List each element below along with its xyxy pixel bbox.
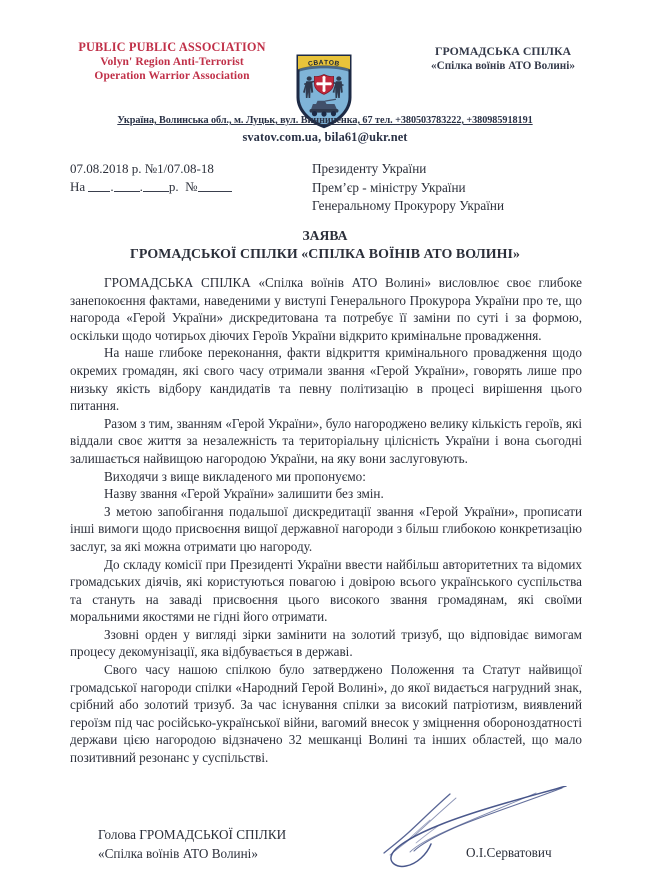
- contact-address-line: Україна, Волинська обл., м. Луцьк, вул. Винниченка, 67 тел. +380503783222, +380985918191: [117, 115, 533, 126]
- body-paragraph: Ззовні орден у вигляді зірки замінити на золотий тризуб, що відповідає вимогам процесу декомунізації, яка відбувається в державі.: [70, 626, 582, 660]
- addressee-line-1: Президенту України: [312, 161, 427, 176]
- reply-day-blank: [88, 179, 110, 192]
- emblem-arc-text: СВАТОВ: [307, 59, 341, 68]
- body-paragraph: З метою запобігання подальшої дискредитації звання «Герой України», прописати інші вимоги щодо присвоєння вищої державної нагороди з більш глибокою конкретизацію заслуг, за які можна отримати цю нагороду.: [70, 503, 582, 554]
- body-paragraph: На наше глибоке переконання, факти відкриття кримінального провадження щодо окремих громадян, які свого часу отримали звання «Герой України», говорять лише про низьку якість відбору кандидатів та певну політизацію в процесі вирішення цього питання.: [70, 345, 582, 414]
- org-en-line-1: PUBLIC PUBLIC ASSOCIATION: [78, 40, 266, 54]
- org-name-english: [52, 40, 292, 84]
- document-title-line-1: ЗАЯВА: [302, 228, 348, 243]
- signatory-role: [98, 826, 286, 863]
- body-paragraph: Назву звання «Герой України» залишити без змін.: [104, 486, 384, 502]
- signatory-role-line-1: Голова ГРОМАДСЬКОЇ СПІЛКИ: [98, 827, 287, 842]
- org-ua-line-1: ГРОМАДСЬКА СПІЛКА: [434, 44, 572, 58]
- signature-block: [0, 826, 650, 882]
- document-body: [70, 274, 582, 767]
- addressee-line-2: Прем’єр - міністру України: [312, 179, 466, 195]
- reply-year-suffix: р.: [168, 179, 179, 194]
- reply-prefix-label: На: [70, 179, 86, 194]
- reply-month-blank: [114, 179, 140, 192]
- body-paragraph: До складу комісії при Президенті України ввести найбільш авторитетних та відомих громадських діячів, які користуються повагою і довірою всього українського суспільства та стануть на заваді присвоєння цього високого звання громадянам, які своїми моральними якостями не гідні його отримати.: [70, 556, 582, 625]
- addressee-block: [312, 160, 504, 216]
- org-ua-line-2: «Спілка воїнів АТО Волині»: [431, 60, 575, 72]
- incoming-reference-line: На . . р. №: [70, 178, 232, 196]
- signatory-name: О.І.Серватович: [466, 845, 552, 860]
- reply-year-blank: [143, 179, 169, 192]
- outgoing-reference-block: [70, 160, 232, 196]
- org-en-line-2: Volyn' Region Anti-Terrorist: [100, 55, 244, 68]
- document-title-line-2: ГРОМАДСЬКОЇ СПІЛКИ «СПІЛКА ВОЇНІВ АТО ВОЛИНІ»: [130, 247, 520, 262]
- org-en-line-3: Operation Warrior Association: [94, 70, 250, 82]
- contact-web-email-line: svatov.com.ua, bila61@ukr.net: [242, 130, 408, 144]
- body-paragraph: Виходячи з вище викладеного ми пропонуємо:: [104, 468, 366, 484]
- reply-number-blank: [198, 179, 232, 192]
- letter-meta-row: [0, 160, 650, 218]
- signatory-role-line-2: «Спілка воїнів АТО Волині»: [98, 845, 258, 861]
- reply-number-symbol: №: [185, 179, 198, 194]
- document-title: [0, 226, 650, 264]
- letter-date-and-number: 07.08.2018 р. №1/07.08-18: [70, 161, 214, 176]
- body-paragraph: ГРОМАДСЬКА СПІЛКА «Спілка воїнів АТО Волині» висловлює своє глибоке занепокоєння фактами, наведеними у виступі Генерального Прокурора України про те, що нагорода «Герой України» дискредитована та потребує її заміни по суті і за формою, оскільки щодо чотирьох діючих Героїв України відкрито кримінальне провадження.: [70, 275, 582, 343]
- addressee-line-3: Генеральному Прокурору України: [312, 198, 505, 214]
- letterhead: [0, 26, 650, 108]
- body-paragraph: Разом з тим, званням «Герой України», було нагороджено велику кількість героїв, які віддали своє життя за незалежність та територіальну цілісність України і вона сьогодні залишається найвищою нагородою України, на яку вони заслуговують.: [70, 415, 582, 466]
- org-name-ukrainian: [372, 44, 634, 74]
- body-paragraph: Свого часу нашою спілкою було затверджено Положення та Статут найвищої громадської нагороди спілки «Народний Герой Волині», до якої видається нагрудний знак, срібний або золотий тризуб. За час існування спілки за високий патріотизм, виявлений героїзм під час російсько-української війни, вагомий внесок у зміцнення обороноздатності держави цією нагородою відзначено 32 мешканці Волині та інших областей, що мало позитивний резонанс у суспільстві.: [70, 662, 582, 766]
- contact-band: [0, 110, 650, 145]
